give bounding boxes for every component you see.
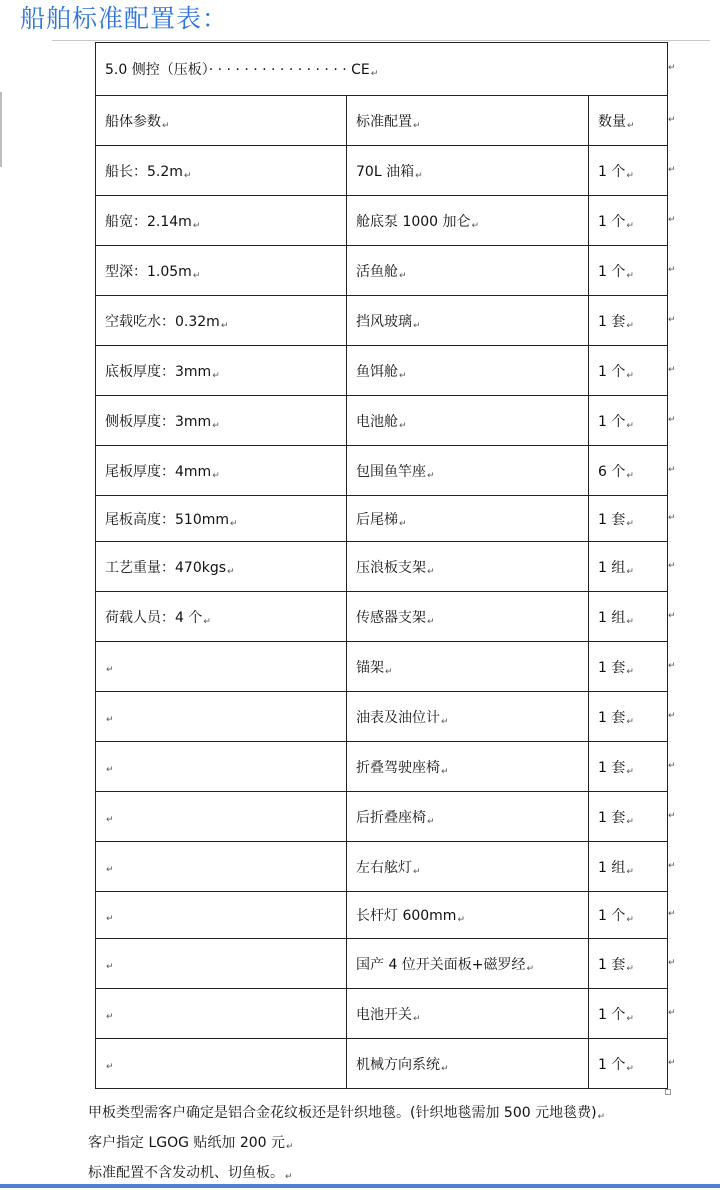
row-end-mark-icon: ↵ [668, 810, 676, 821]
paragraph-mark-icon: ↵ [399, 420, 407, 431]
config-value: 电池开关 [356, 1006, 412, 1023]
cell-config [347, 989, 589, 1039]
paragraph-mark-icon: ↵ [427, 816, 435, 827]
paragraph-mark-icon: ↵ [399, 518, 407, 529]
cell-config [347, 642, 589, 692]
header-label: 船体参数 [105, 113, 161, 130]
paragraph-mark-icon: ↵ [286, 1142, 294, 1152]
cell-param [96, 496, 347, 542]
paragraph-mark-icon: ↵ [427, 566, 435, 577]
paragraph-mark-icon: ↵ [441, 716, 449, 727]
paragraph-mark-icon: ↵ [626, 866, 634, 877]
config-value: 油表及油位计 [356, 709, 440, 726]
paragraph-mark-icon: ↵ [415, 170, 423, 181]
table-row [96, 642, 668, 692]
table-row [96, 346, 668, 396]
table-row [96, 692, 668, 742]
config-value: 长杆灯 600mm [356, 908, 457, 924]
table-row [96, 592, 668, 642]
paragraph-mark-icon: ↵ [626, 220, 634, 231]
cell-param [96, 446, 347, 496]
cell-config [347, 592, 589, 642]
model-label: 5.0 侧控（压板）· · · · · · · · · · · · · · · · CE [105, 62, 370, 78]
paragraph-mark-icon: ↵ [162, 120, 170, 131]
config-value: 折叠驾驶座椅 [356, 759, 440, 776]
row-end-mark-icon: ↵ [668, 164, 676, 175]
paragraph-mark-icon: ↵ [626, 666, 634, 677]
note-line: 甲板类型需客户确定是铝合金花纹板还是针织地毯。(针织地毯需加 500 元地毯费)↵ [88, 1105, 606, 1122]
cell-qty [589, 396, 668, 446]
cell-param [96, 592, 347, 642]
cell-param [96, 692, 347, 742]
paragraph-mark-icon: ↵ [626, 370, 634, 381]
qty-value: 1 个 [598, 363, 626, 380]
table-row [96, 146, 668, 196]
cell-param [96, 396, 347, 446]
cell-qty [589, 642, 668, 692]
title-divider [52, 40, 710, 41]
paragraph-mark-icon: ↵ [627, 120, 635, 131]
paragraph-mark-icon: ↵ [106, 665, 114, 675]
paragraph-mark-icon: ↵ [626, 915, 634, 925]
qty-value: 1 个 [598, 908, 626, 924]
cell-config [347, 446, 589, 496]
paragraph-mark-icon: ↵ [427, 470, 435, 481]
table-row [96, 196, 668, 246]
paragraph-mark-icon: ↵ [413, 120, 421, 131]
paragraph-mark-icon: ↵ [183, 170, 192, 181]
qty-value: 1 套 [598, 709, 626, 726]
paragraph-mark-icon: ↵ [626, 766, 634, 777]
cell-param [96, 642, 347, 692]
paragraph-mark-icon: ↵ [227, 566, 235, 577]
cell-config [347, 792, 589, 842]
paragraph-mark-icon: ↵ [626, 1063, 634, 1074]
config-value: 电池舱 [356, 413, 398, 430]
paragraph-mark-icon: ↵ [230, 518, 238, 529]
cell-config [347, 496, 589, 542]
config-value: 左右舷灯 [356, 859, 412, 876]
paragraph-mark-icon: ↵ [399, 270, 407, 281]
row-end-mark-icon: ↵ [668, 560, 676, 571]
cell-config [347, 842, 589, 892]
row-end-mark-icon: ↵ [668, 364, 676, 375]
cell-config [347, 146, 589, 196]
param-value: 空载吃水：0.32m [105, 313, 220, 330]
cell-qty [589, 146, 668, 196]
table-row [96, 842, 668, 892]
table-row [96, 742, 668, 792]
qty-value: 1 套 [598, 659, 626, 676]
qty-value: 1 组 [598, 559, 626, 576]
row-end-mark-icon: ↵ [668, 512, 676, 523]
table-row [96, 296, 668, 346]
paragraph-mark-icon: ↵ [212, 470, 220, 481]
param-value: 尾板厚度：4mm [105, 463, 212, 480]
table-row [96, 446, 668, 496]
cell-qty [589, 296, 668, 346]
table-row [96, 989, 668, 1039]
table-row [96, 792, 668, 842]
cell-param [96, 989, 347, 1039]
table-end-marker [665, 1089, 671, 1095]
table-header-row [96, 96, 668, 146]
cell-qty [589, 939, 668, 989]
header-label: 标准配置 [356, 113, 412, 130]
row-end-mark-icon: ↵ [668, 414, 676, 425]
param-value: 船长：5.2m [105, 163, 183, 180]
paragraph-mark-icon: ↵ [626, 963, 634, 974]
table-row [96, 246, 668, 296]
cell-param [96, 196, 347, 246]
cell-config [347, 196, 589, 246]
page-title: 船舶标准配置表： [20, 4, 229, 33]
config-value: 舱底泵 1000 加仑 [356, 213, 471, 230]
paragraph-mark-icon: ↵ [399, 370, 407, 381]
param-value: 底板厚度：3mm [105, 363, 212, 380]
qty-value: 1 组 [598, 859, 626, 876]
cell-param [96, 842, 347, 892]
row-end-mark-icon: ↵ [668, 860, 676, 871]
paragraph-mark-icon: ↵ [192, 270, 201, 281]
paragraph-mark-icon: ↵ [626, 470, 634, 481]
qty-value: 6 个 [598, 463, 626, 480]
paragraph-mark-icon: ↵ [106, 913, 114, 924]
cell-config [347, 542, 589, 592]
param-value: 船宽：2.14m [105, 213, 192, 230]
config-value: 国产 4 位开关面板+磁罗经 [356, 956, 526, 973]
paragraph-mark-icon: ↵ [626, 566, 634, 577]
cell-param [96, 296, 347, 346]
qty-value: 1 套 [598, 511, 626, 528]
cell-param [96, 1039, 347, 1089]
config-value: 锚架 [356, 659, 384, 676]
paragraph-mark-icon: ↵ [106, 1012, 114, 1022]
paragraph-mark-icon: ↵ [626, 270, 634, 281]
qty-value: 1 个 [598, 213, 626, 230]
qty-value: 1 个 [598, 1056, 626, 1073]
cell-config [347, 246, 589, 296]
paragraph-mark-icon: ↵ [626, 1013, 634, 1024]
row-end-mark-icon: ↵ [668, 114, 676, 125]
cell-param [96, 146, 347, 196]
row-end-mark-icon: ↵ [668, 1057, 676, 1068]
table-row [96, 892, 668, 939]
paragraph-mark-icon: ↵ [626, 420, 634, 431]
row-end-mark-icon: ↵ [668, 264, 676, 275]
cell-config [347, 346, 589, 396]
paragraph-mark-icon: ↵ [626, 616, 634, 627]
paragraph-mark-icon: ↵ [385, 666, 393, 677]
config-value: 70L 油箱 [356, 163, 415, 180]
paragraph-mark-icon: ↵ [106, 765, 114, 775]
cell-qty [589, 892, 668, 939]
note-line: 标准配置不含发动机、切鱼板。↵ [88, 1165, 293, 1182]
table-row [96, 396, 668, 446]
row-end-mark-icon: ↵ [668, 610, 676, 621]
cell-qty [589, 446, 668, 496]
qty-value: 1 个 [598, 163, 626, 180]
param-value: 侧板厚度：3mm [105, 413, 212, 430]
paragraph-mark-icon: ↵ [413, 320, 421, 331]
paragraph-mark-icon: ↵ [106, 1062, 114, 1072]
qty-value: 1 个 [598, 1006, 626, 1023]
cell-qty [589, 196, 668, 246]
paragraph-mark-icon: ↵ [212, 420, 220, 431]
header-cell-qty [589, 96, 668, 146]
cell-qty [589, 842, 668, 892]
cell-qty [589, 246, 668, 296]
row-end-mark-icon: ↵ [668, 1007, 676, 1018]
cell-config [347, 892, 589, 939]
row-end-mark-icon: ↵ [668, 710, 676, 721]
param-value: 尾板高度：510mm [105, 511, 229, 528]
page-edge-marker [0, 92, 2, 167]
table-title-row [96, 43, 668, 96]
cell-config [347, 939, 589, 989]
paragraph-mark-icon: ↵ [526, 963, 535, 974]
spec-table [95, 42, 668, 1089]
paragraph-mark-icon: ↵ [203, 616, 211, 627]
config-value: 包围鱼竿座 [356, 463, 426, 480]
model-cell [96, 43, 668, 96]
paragraph-mark-icon: ↵ [285, 1172, 293, 1182]
cell-qty [589, 1039, 668, 1089]
cell-param [96, 246, 347, 296]
table-row [96, 542, 668, 592]
cell-qty [589, 692, 668, 742]
paragraph-mark-icon: ↵ [220, 320, 229, 331]
paragraph-mark-icon: ↵ [413, 1013, 421, 1024]
cell-qty [589, 542, 668, 592]
paragraph-mark-icon: ↵ [192, 220, 201, 231]
paragraph-mark-icon: ↵ [441, 1063, 449, 1074]
param-value: 工艺重量：470kgs [105, 559, 227, 576]
row-end-mark-icon: ↵ [668, 760, 676, 771]
paragraph-mark-icon: ↵ [106, 715, 114, 725]
cell-param [96, 542, 347, 592]
config-value: 鱼饵舱 [356, 363, 398, 380]
cell-param [96, 892, 347, 939]
cell-param [96, 939, 347, 989]
row-end-mark-icon: ↵ [668, 909, 676, 919]
cell-qty [589, 742, 668, 792]
cell-qty [589, 496, 668, 542]
paragraph-mark-icon: ↵ [626, 518, 634, 529]
header-cell-param [96, 96, 347, 146]
row-end-mark-icon: ↵ [668, 660, 676, 671]
row-end-mark-icon: ↵ [668, 214, 676, 225]
cell-config [347, 1039, 589, 1089]
row-end-mark-icon: ↵ [668, 957, 676, 968]
paragraph-mark-icon: ↵ [441, 766, 449, 777]
qty-value: 1 个 [598, 413, 626, 430]
param-value: 型深：1.05m [105, 263, 192, 280]
cell-param [96, 792, 347, 842]
paragraph-mark-icon: ↵ [626, 320, 634, 331]
paragraph-mark-icon: ↵ [370, 69, 379, 79]
config-value: 后折叠座椅 [356, 809, 426, 826]
cell-config [347, 296, 589, 346]
paragraph-mark-icon: ↵ [212, 370, 220, 381]
cell-param [96, 742, 347, 792]
qty-value: 1 个 [598, 263, 626, 280]
config-value: 活鱼舱 [356, 263, 398, 280]
paragraph-mark-icon: ↵ [626, 716, 634, 727]
qty-value: 1 套 [598, 809, 626, 826]
cell-param [96, 346, 347, 396]
paragraph-mark-icon: ↵ [626, 816, 634, 827]
config-value: 机械方向系统 [356, 1056, 440, 1073]
cell-qty [589, 792, 668, 842]
config-value: 传感器支架 [356, 609, 426, 626]
table-row [96, 496, 668, 542]
paragraph-mark-icon: ↵ [106, 865, 114, 875]
paragraph-mark-icon: ↵ [106, 815, 114, 825]
config-value: 挡风玻璃 [356, 313, 412, 330]
table-row [96, 939, 668, 989]
footer-rule [0, 1184, 720, 1188]
cell-qty [589, 592, 668, 642]
notes-section [88, 1100, 718, 1190]
paragraph-mark-icon: ↵ [471, 220, 480, 231]
row-end-mark-icon: ↵ [668, 464, 676, 475]
header-cell-config [347, 96, 589, 146]
paragraph-mark-icon: ↵ [106, 962, 114, 972]
qty-value: 1 套 [598, 759, 626, 776]
qty-value: 1 组 [598, 609, 626, 626]
config-value: 压浪板支架 [356, 559, 426, 576]
header-label: 数量 [598, 113, 626, 130]
cell-qty [589, 989, 668, 1039]
paragraph-mark-icon: ↵ [413, 866, 421, 877]
config-value: 后尾梯 [356, 511, 398, 528]
row-end-mark-icon: ↵ [668, 63, 676, 73]
cell-config [347, 692, 589, 742]
note-line: 客户指定 LGOG 贴纸加 200 元↵ [88, 1135, 294, 1152]
cell-config [347, 396, 589, 446]
qty-value: 1 套 [598, 956, 626, 973]
paragraph-mark-icon: ↵ [457, 915, 465, 925]
qty-value: 1 套 [598, 313, 626, 330]
table-row [96, 1039, 668, 1089]
paragraph-mark-icon: ↵ [597, 1112, 606, 1122]
row-end-mark-icon: ↵ [668, 314, 676, 325]
cell-config [347, 742, 589, 792]
cell-qty [589, 346, 668, 396]
paragraph-mark-icon: ↵ [427, 616, 435, 627]
paragraph-mark-icon: ↵ [626, 170, 634, 181]
param-value: 荷载人员：4 个 [105, 609, 203, 626]
